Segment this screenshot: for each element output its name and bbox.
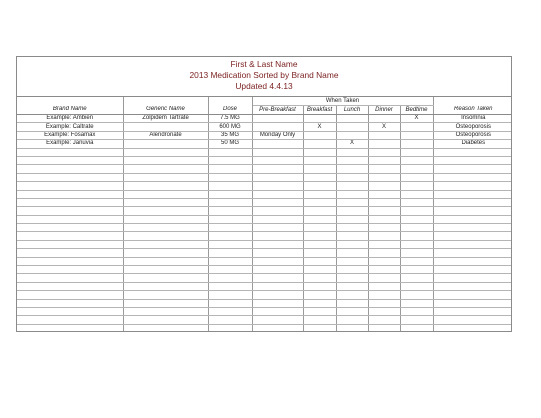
- empty-cell: [123, 257, 208, 265]
- empty-cell: [336, 173, 368, 181]
- empty-cell: [17, 232, 123, 240]
- sheet-title: 2013 Medication Sorted by Brand Name: [189, 70, 339, 80]
- empty-cell: [252, 224, 303, 232]
- empty-cell: [208, 215, 252, 223]
- empty-cell: [433, 257, 512, 265]
- empty-cell: [303, 316, 336, 324]
- medication-sheet: [16, 56, 512, 332]
- empty-cell: [17, 274, 123, 282]
- empty-cell: [368, 299, 400, 307]
- empty-cell: [17, 224, 123, 232]
- table-cell: [252, 140, 303, 148]
- empty-cell: [303, 224, 336, 232]
- empty-cell: [336, 299, 368, 307]
- table-cell: X: [336, 140, 368, 148]
- empty-cell: [433, 173, 512, 181]
- col-brand-name: Brand Name: [17, 106, 123, 115]
- empty-cell: [208, 299, 252, 307]
- empty-cell: [252, 207, 303, 215]
- empty-cell: [252, 148, 303, 156]
- col-lunch: Lunch: [336, 106, 368, 115]
- empty-cell: [303, 274, 336, 282]
- empty-cell: [368, 190, 400, 198]
- empty-cell: [17, 282, 123, 290]
- empty-cell: [208, 282, 252, 290]
- empty-cell: [252, 232, 303, 240]
- empty-cell: [123, 215, 208, 223]
- empty-cell: [336, 266, 368, 274]
- empty-cell: [17, 165, 123, 173]
- empty-cell: [400, 198, 433, 206]
- empty-cell: [252, 156, 303, 164]
- empty-cell: [336, 165, 368, 173]
- empty-cell: [368, 266, 400, 274]
- empty-cell: [303, 324, 336, 332]
- updated-date: Updated 4.4.13: [235, 81, 293, 91]
- table-cell: Zolpidem Tartrate: [123, 115, 208, 123]
- empty-cell: [252, 324, 303, 332]
- empty-cell: [123, 190, 208, 198]
- table-cell: [123, 123, 208, 131]
- empty-cell: [123, 198, 208, 206]
- empty-cell: [368, 232, 400, 240]
- empty-cell: [368, 307, 400, 315]
- empty-cell: [368, 215, 400, 223]
- table-cell: X: [303, 123, 336, 131]
- empty-row: [17, 182, 512, 190]
- empty-cell: [303, 182, 336, 190]
- empty-cell: [208, 324, 252, 332]
- empty-cell: [368, 182, 400, 190]
- empty-cell: [252, 249, 303, 257]
- empty-cell: [208, 232, 252, 240]
- empty-cell: [252, 282, 303, 290]
- empty-cell: [400, 274, 433, 282]
- empty-cell: [208, 165, 252, 173]
- empty-cell: [208, 190, 252, 198]
- empty-cell: [336, 324, 368, 332]
- empty-cell: [252, 198, 303, 206]
- empty-cell: [368, 156, 400, 164]
- empty-cell: [368, 207, 400, 215]
- empty-cell: [303, 190, 336, 198]
- empty-cell: [336, 307, 368, 315]
- table-cell: 600 MG: [208, 123, 252, 131]
- empty-cell: [368, 224, 400, 232]
- empty-cell: [336, 215, 368, 223]
- empty-cell: [400, 257, 433, 265]
- table-cell: [336, 131, 368, 139]
- empty-row: [17, 156, 512, 164]
- empty-cell: [208, 316, 252, 324]
- empty-cell: [368, 316, 400, 324]
- empty-cell: [252, 215, 303, 223]
- col-dinner: Dinner: [368, 106, 400, 115]
- table-cell: Insomnia: [433, 115, 512, 123]
- table-body: [17, 115, 512, 333]
- empty-row: [17, 274, 512, 282]
- header-row-top: [17, 97, 512, 106]
- empty-cell: [208, 249, 252, 257]
- empty-cell: [123, 224, 208, 232]
- empty-cell: [123, 165, 208, 173]
- empty-cell: [303, 148, 336, 156]
- col-bedtime: Bedtime: [400, 106, 433, 115]
- table-row: [17, 131, 512, 139]
- empty-cell: [17, 266, 123, 274]
- table-cell: Example: Caltrate: [17, 123, 123, 131]
- empty-cell: [336, 257, 368, 265]
- empty-cell: [208, 307, 252, 315]
- table-cell: Example: Fosamax: [17, 131, 123, 139]
- empty-cell: [336, 148, 368, 156]
- empty-cell: [252, 291, 303, 299]
- when-taken-header: When Taken: [252, 97, 433, 106]
- table-cell: [252, 123, 303, 131]
- table-cell: [252, 115, 303, 123]
- empty-cell: [208, 257, 252, 265]
- empty-cell: [303, 291, 336, 299]
- empty-cell: [433, 190, 512, 198]
- empty-cell: [433, 307, 512, 315]
- empty-cell: [433, 232, 512, 240]
- table-cell: [336, 115, 368, 123]
- empty-cell: [252, 182, 303, 190]
- empty-cell: [252, 266, 303, 274]
- empty-cell: [336, 190, 368, 198]
- empty-cell: [400, 207, 433, 215]
- empty-cell: [303, 215, 336, 223]
- col-generic-name: Generic Name: [123, 106, 208, 115]
- empty-cell: [336, 232, 368, 240]
- empty-cell: [123, 316, 208, 324]
- empty-cell: [208, 291, 252, 299]
- empty-cell: [17, 215, 123, 223]
- table-cell: Example: Ambien: [17, 115, 123, 123]
- empty-cell: [336, 316, 368, 324]
- empty-cell: [123, 156, 208, 164]
- empty-cell: [400, 173, 433, 181]
- col-pre-breakfast: Pre-Breakfast: [252, 106, 303, 115]
- empty-cell: [368, 249, 400, 257]
- empty-cell: [123, 274, 208, 282]
- empty-cell: [336, 182, 368, 190]
- empty-cell: [17, 299, 123, 307]
- empty-cell: [368, 173, 400, 181]
- table-cell: Diabetes: [433, 140, 512, 148]
- empty-cell: [433, 224, 512, 232]
- empty-row: [17, 165, 512, 173]
- empty-cell: [208, 148, 252, 156]
- table-cell: [368, 131, 400, 139]
- empty-cell: [368, 240, 400, 248]
- empty-cell: [368, 291, 400, 299]
- empty-cell: [433, 282, 512, 290]
- empty-cell: [433, 182, 512, 190]
- empty-cell: [303, 257, 336, 265]
- empty-row: [17, 307, 512, 315]
- table-cell: [303, 115, 336, 123]
- empty-cell: [303, 299, 336, 307]
- empty-cell: [17, 190, 123, 198]
- empty-cell: [433, 299, 512, 307]
- col-breakfast: Breakfast: [303, 106, 336, 115]
- empty-cell: [400, 299, 433, 307]
- empty-cell: [303, 307, 336, 315]
- table-cell: [400, 123, 433, 131]
- empty-cell: [17, 249, 123, 257]
- empty-cell: [400, 190, 433, 198]
- empty-cell: [368, 282, 400, 290]
- empty-cell: [400, 224, 433, 232]
- empty-row: [17, 148, 512, 156]
- empty-cell: [208, 182, 252, 190]
- empty-cell: [336, 249, 368, 257]
- empty-cell: [123, 148, 208, 156]
- empty-cell: [303, 156, 336, 164]
- empty-row: [17, 257, 512, 265]
- empty-cell: [336, 156, 368, 164]
- empty-cell: [208, 274, 252, 282]
- empty-cell: [123, 266, 208, 274]
- empty-cell: [336, 207, 368, 215]
- col-reason-taken: Reason Taken: [433, 106, 512, 115]
- empty-cell: [303, 282, 336, 290]
- table-cell: [368, 140, 400, 148]
- empty-row: [17, 173, 512, 181]
- empty-cell: [303, 240, 336, 248]
- empty-cell: [400, 249, 433, 257]
- empty-row: [17, 324, 512, 332]
- table-cell: Example: Januvia: [17, 140, 123, 148]
- empty-cell: [252, 240, 303, 248]
- empty-cell: [17, 156, 123, 164]
- empty-cell: [252, 299, 303, 307]
- empty-cell: [17, 316, 123, 324]
- empty-cell: [368, 257, 400, 265]
- empty-cell: [252, 307, 303, 315]
- empty-row: [17, 224, 512, 232]
- empty-cell: [123, 232, 208, 240]
- empty-cell: [208, 266, 252, 274]
- empty-cell: [433, 291, 512, 299]
- empty-cell: [123, 240, 208, 248]
- empty-row: [17, 232, 512, 240]
- empty-cell: [208, 207, 252, 215]
- empty-cell: [208, 240, 252, 248]
- empty-cell: [123, 173, 208, 181]
- empty-cell: [303, 266, 336, 274]
- empty-row: [17, 207, 512, 215]
- empty-row: [17, 282, 512, 290]
- empty-cell: [433, 156, 512, 164]
- empty-cell: [433, 215, 512, 223]
- empty-cell: [368, 148, 400, 156]
- table-cell: [303, 131, 336, 139]
- empty-cell: [252, 274, 303, 282]
- empty-cell: [123, 249, 208, 257]
- empty-cell: [303, 207, 336, 215]
- empty-cell: [433, 240, 512, 248]
- empty-cell: [252, 165, 303, 173]
- table-row: [17, 123, 512, 131]
- table-cell: 35 MG: [208, 131, 252, 139]
- col-dose: Dose: [208, 106, 252, 115]
- empty-cell: [400, 282, 433, 290]
- empty-cell: [303, 165, 336, 173]
- empty-cell: [400, 156, 433, 164]
- title-block: [17, 57, 511, 97]
- empty-cell: [303, 249, 336, 257]
- table-cell: [336, 123, 368, 131]
- empty-cell: [208, 198, 252, 206]
- empty-cell: [17, 291, 123, 299]
- empty-cell: [400, 291, 433, 299]
- empty-cell: [252, 316, 303, 324]
- empty-cell: [123, 299, 208, 307]
- table-cell: X: [368, 123, 400, 131]
- empty-cell: [400, 324, 433, 332]
- table-cell: [303, 140, 336, 148]
- empty-cell: [400, 266, 433, 274]
- empty-row: [17, 266, 512, 274]
- table-cell: [368, 115, 400, 123]
- empty-cell: [17, 182, 123, 190]
- empty-row: [17, 299, 512, 307]
- empty-cell: [17, 148, 123, 156]
- empty-row: [17, 215, 512, 223]
- empty-cell: [123, 324, 208, 332]
- empty-cell: [208, 173, 252, 181]
- empty-cell: [433, 207, 512, 215]
- empty-cell: [17, 307, 123, 315]
- empty-cell: [123, 207, 208, 215]
- empty-cell: [336, 198, 368, 206]
- empty-cell: [123, 307, 208, 315]
- empty-cell: [400, 182, 433, 190]
- empty-cell: [433, 274, 512, 282]
- empty-cell: [433, 249, 512, 257]
- empty-cell: [336, 240, 368, 248]
- empty-cell: [400, 240, 433, 248]
- empty-cell: [252, 190, 303, 198]
- empty-cell: [368, 324, 400, 332]
- empty-cell: [368, 198, 400, 206]
- empty-row: [17, 198, 512, 206]
- empty-cell: [433, 324, 512, 332]
- empty-cell: [400, 215, 433, 223]
- empty-cell: [400, 232, 433, 240]
- empty-cell: [123, 182, 208, 190]
- empty-cell: [368, 165, 400, 173]
- empty-cell: [433, 148, 512, 156]
- empty-cell: [123, 291, 208, 299]
- empty-cell: [433, 266, 512, 274]
- empty-cell: [336, 274, 368, 282]
- empty-cell: [17, 257, 123, 265]
- empty-row: [17, 291, 512, 299]
- header-row: [17, 106, 512, 115]
- empty-cell: [17, 324, 123, 332]
- empty-cell: [208, 224, 252, 232]
- empty-cell: [303, 232, 336, 240]
- empty-cell: [17, 173, 123, 181]
- empty-row: [17, 316, 512, 324]
- empty-cell: [368, 274, 400, 282]
- table-cell: [123, 140, 208, 148]
- table-cell: 7.5 MG: [208, 115, 252, 123]
- empty-cell: [303, 173, 336, 181]
- empty-cell: [336, 291, 368, 299]
- empty-cell: [336, 282, 368, 290]
- table-cell: Osteoporosis: [433, 123, 512, 131]
- empty-row: [17, 190, 512, 198]
- empty-row: [17, 240, 512, 248]
- empty-cell: [400, 307, 433, 315]
- empty-row: [17, 249, 512, 257]
- empty-cell: [400, 165, 433, 173]
- medication-table: [17, 97, 512, 332]
- empty-cell: [433, 165, 512, 173]
- empty-cell: [400, 148, 433, 156]
- empty-cell: [433, 198, 512, 206]
- empty-cell: [208, 156, 252, 164]
- empty-cell: [303, 198, 336, 206]
- table-cell: Monday Only: [252, 131, 303, 139]
- table-cell: 50 MG: [208, 140, 252, 148]
- patient-name: First & Last Name: [230, 59, 298, 69]
- empty-cell: [17, 198, 123, 206]
- empty-cell: [252, 173, 303, 181]
- table-cell: [400, 140, 433, 148]
- table-cell: Alendronate: [123, 131, 208, 139]
- empty-cell: [336, 224, 368, 232]
- empty-cell: [252, 257, 303, 265]
- table-cell: Osteoporosis: [433, 131, 512, 139]
- table-cell: [400, 131, 433, 139]
- table-row: [17, 115, 512, 123]
- empty-cell: [433, 316, 512, 324]
- empty-cell: [17, 207, 123, 215]
- empty-cell: [123, 282, 208, 290]
- empty-cell: [17, 240, 123, 248]
- table-row: [17, 140, 512, 148]
- table-cell: X: [400, 115, 433, 123]
- empty-cell: [400, 316, 433, 324]
